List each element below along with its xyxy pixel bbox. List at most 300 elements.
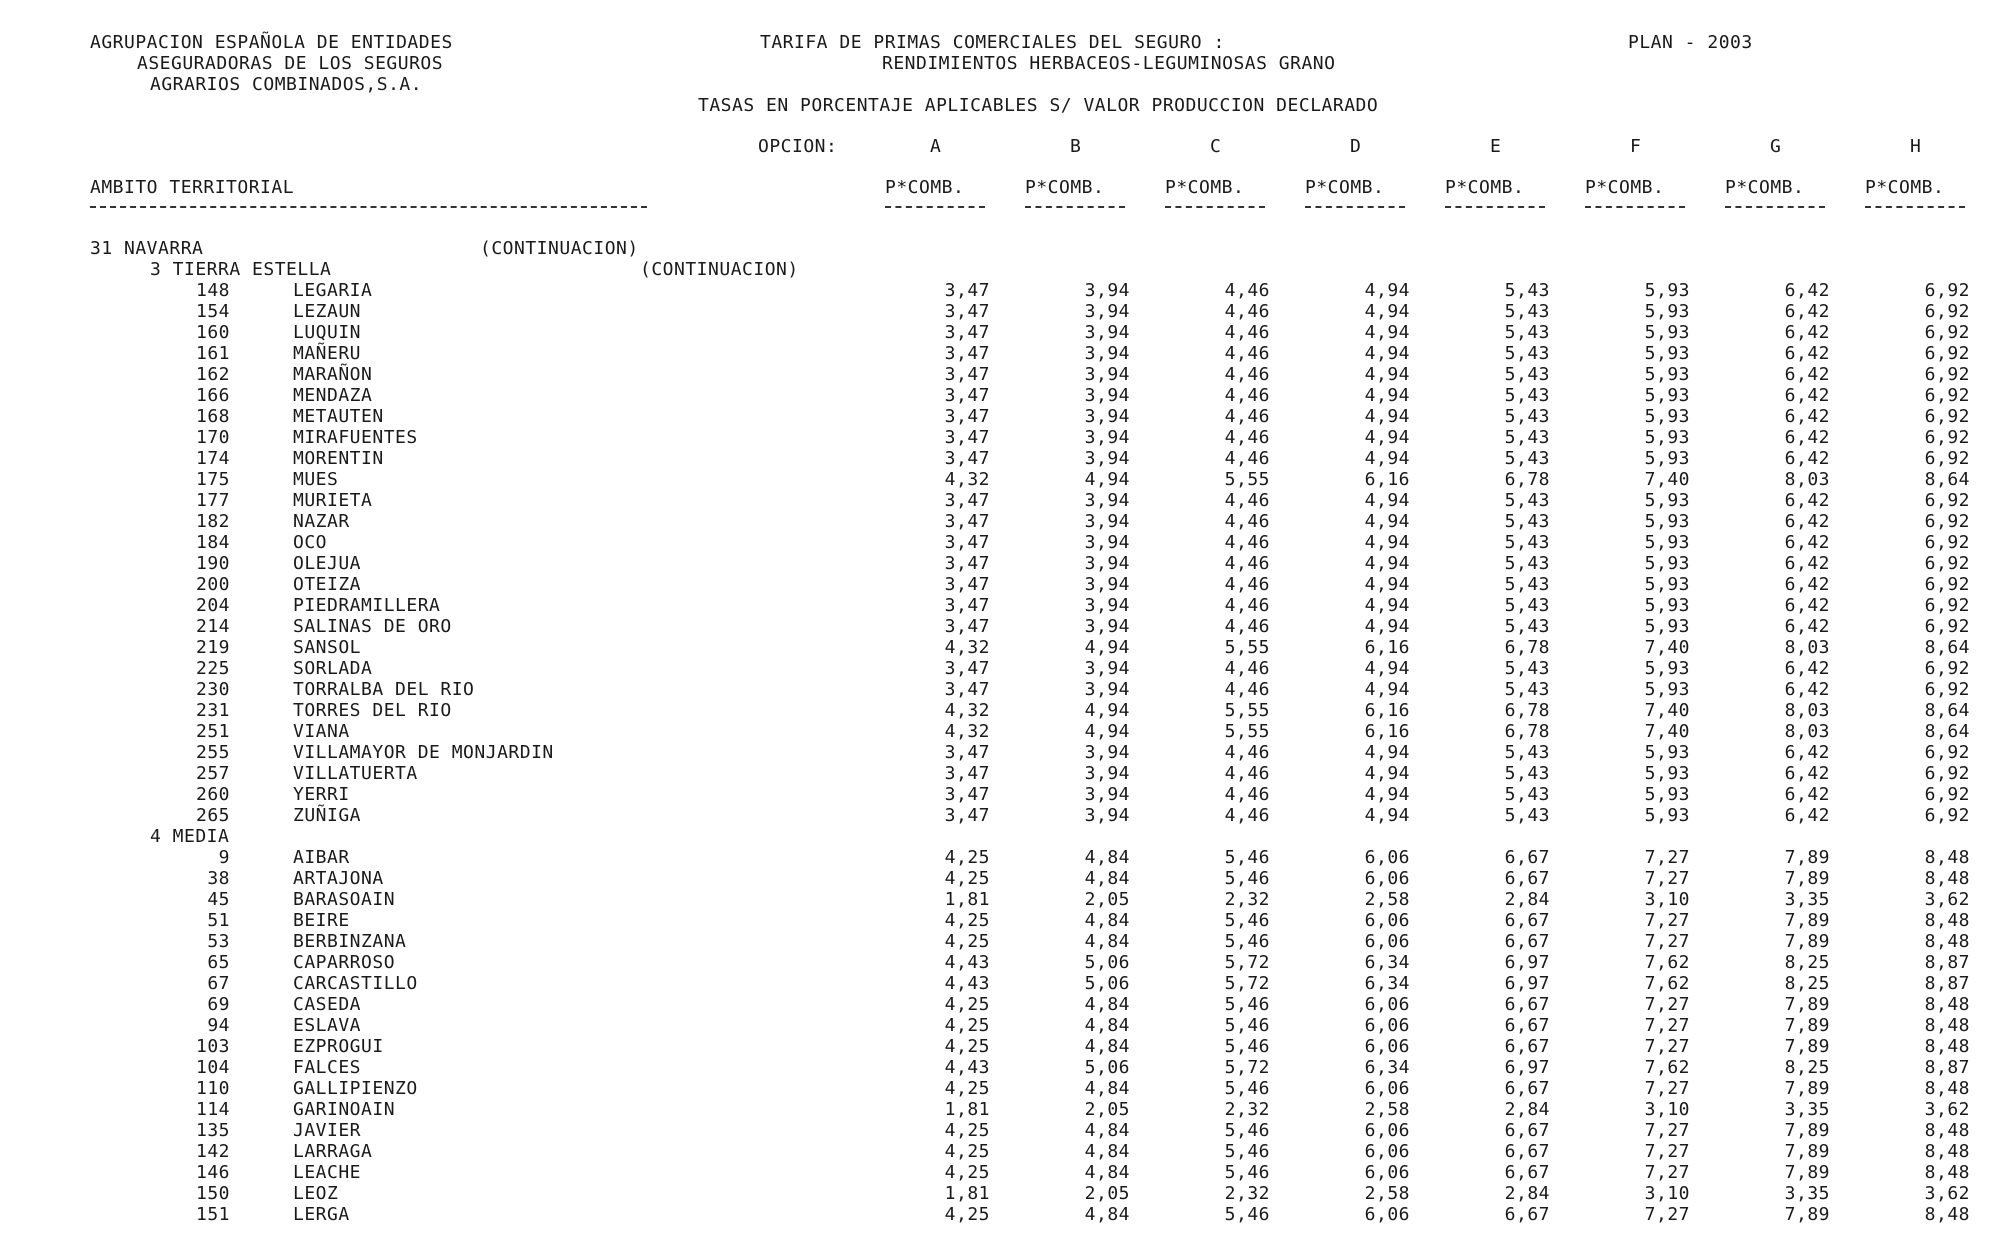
column-underline-g [1725,206,1825,208]
rate-value-c: 5,46 [1224,910,1270,931]
rate-value-c: 5,55 [1224,721,1270,742]
rate-value-e: 5,43 [1504,553,1550,574]
rate-value-b: 5,06 [1084,1057,1130,1078]
table-row [0,1204,2000,1225]
rate-value-a: 1,81 [944,889,990,910]
rate-value-b: 3,94 [1084,658,1130,679]
rate-value-d: 4,94 [1364,364,1410,385]
rate-value-e: 6,67 [1504,1141,1550,1162]
municipality-name: VILLAMAYOR DE MONJARDIN [293,742,554,763]
rate-value-b: 4,94 [1084,721,1130,742]
municipality-code: 257 [195,763,230,784]
rate-value-c: 5,46 [1224,1015,1270,1036]
rate-value-a: 4,25 [944,994,990,1015]
rate-value-e: 5,43 [1504,658,1550,679]
rate-value-a: 3,47 [944,805,990,826]
municipality-name: OCO [293,532,328,553]
rate-value-h: 3,62 [1924,1099,1970,1120]
rate-value-c: 4,46 [1224,427,1270,448]
rate-value-d: 6,16 [1364,637,1410,658]
table-row [0,910,2000,931]
rate-value-d: 4,94 [1364,406,1410,427]
rate-value-c: 5,46 [1224,1141,1270,1162]
rate-value-g: 7,89 [1784,910,1830,931]
rate-value-a: 3,47 [944,427,990,448]
rate-value-e: 5,43 [1504,616,1550,637]
rate-value-e: 6,97 [1504,952,1550,973]
rate-value-h: 6,92 [1924,406,1970,427]
table-row [0,511,2000,532]
municipality-name: MIRAFUENTES [293,427,418,448]
rate-value-f: 5,93 [1644,805,1690,826]
municipality-code: 161 [195,343,230,364]
rate-value-d: 4,94 [1364,490,1410,511]
rate-value-f: 5,93 [1644,679,1690,700]
rate-value-b: 4,84 [1084,1120,1130,1141]
rate-value-h: 8,48 [1924,910,1970,931]
rate-value-h: 8,64 [1924,721,1970,742]
ambito-underline [90,206,647,208]
rate-value-h: 6,92 [1924,532,1970,553]
municipality-code: 166 [195,385,230,406]
rate-value-e: 5,43 [1504,490,1550,511]
rate-value-b: 3,94 [1084,805,1130,826]
rate-value-c: 4,46 [1224,385,1270,406]
rate-value-h: 6,92 [1924,553,1970,574]
rate-value-d: 4,94 [1364,553,1410,574]
rate-value-e: 6,78 [1504,721,1550,742]
rate-value-g: 7,89 [1784,1141,1830,1162]
municipality-code: 69 [207,994,230,1015]
municipality-name: MARAÑON [293,364,373,385]
rate-value-e: 5,43 [1504,448,1550,469]
table-row [0,385,2000,406]
ambito-territorial-label: AMBITO TERRITORIAL [90,177,295,198]
rate-value-a: 4,43 [944,1057,990,1078]
rate-value-f: 5,93 [1644,385,1690,406]
table-row [0,784,2000,805]
table-row [0,952,2000,973]
rate-value-d: 6,06 [1364,847,1410,868]
table-row [0,280,2000,301]
municipality-code: 162 [195,364,230,385]
rate-value-c: 4,46 [1224,595,1270,616]
rate-value-a: 1,81 [944,1099,990,1120]
column-header-e: P*COMB. [1445,177,1525,198]
rate-value-g: 3,35 [1784,1183,1830,1204]
table-row [0,889,2000,910]
opcion-label: OPCION: [758,136,838,157]
rate-value-b: 4,84 [1084,910,1130,931]
rate-value-b: 2,05 [1084,1099,1130,1120]
rate-value-c: 4,46 [1224,742,1270,763]
rate-value-h: 8,48 [1924,1036,1970,1057]
rate-value-e: 6,78 [1504,700,1550,721]
table-row [0,679,2000,700]
municipality-name: YERRI [293,784,350,805]
column-underline-h [1865,206,1965,208]
rate-value-f: 7,27 [1644,1036,1690,1057]
rate-value-h: 8,87 [1924,973,1970,994]
rate-value-d: 4,94 [1364,301,1410,322]
rate-value-f: 5,93 [1644,448,1690,469]
rate-value-f: 5,93 [1644,532,1690,553]
rate-value-h: 6,92 [1924,574,1970,595]
rate-value-c: 5,46 [1224,1204,1270,1225]
rate-value-c: 5,46 [1224,847,1270,868]
municipality-code: 67 [207,973,230,994]
rate-value-a: 4,25 [944,1036,990,1057]
municipality-name: CARCASTILLO [293,973,418,994]
rate-value-c: 2,32 [1224,1183,1270,1204]
rate-value-a: 3,47 [944,490,990,511]
rate-value-a: 4,25 [944,868,990,889]
rate-value-b: 4,84 [1084,931,1130,952]
rate-value-a: 4,43 [944,973,990,994]
municipality-code: 160 [195,322,230,343]
table-row [0,973,2000,994]
rate-value-e: 6,67 [1504,1078,1550,1099]
rate-value-d: 2,58 [1364,889,1410,910]
municipality-name: VILLATUERTA [293,763,418,784]
municipality-name: NAZAR [293,511,350,532]
rate-value-h: 6,92 [1924,385,1970,406]
rate-value-h: 3,62 [1924,889,1970,910]
table-row [0,595,2000,616]
rate-value-e: 2,84 [1504,1183,1550,1204]
table-row [0,448,2000,469]
rate-value-f: 5,93 [1644,763,1690,784]
rate-value-c: 2,32 [1224,889,1270,910]
table-row [0,994,2000,1015]
rate-value-b: 3,94 [1084,532,1130,553]
rate-value-g: 6,42 [1784,448,1830,469]
table-row [0,1141,2000,1162]
rate-value-c: 5,55 [1224,469,1270,490]
rate-value-b: 3,94 [1084,679,1130,700]
rate-value-e: 5,43 [1504,280,1550,301]
table-row [0,1078,2000,1099]
option-letter-c: C [1210,136,1222,157]
rate-value-c: 4,46 [1224,616,1270,637]
municipality-name: MUES [293,469,339,490]
municipality-name: LARRAGA [293,1141,373,1162]
rate-value-d: 4,94 [1364,679,1410,700]
rate-value-h: 3,62 [1924,1183,1970,1204]
rate-value-c: 4,46 [1224,532,1270,553]
municipality-name: MAÑERU [293,343,362,364]
rate-value-d: 2,58 [1364,1183,1410,1204]
municipality-code: 94 [207,1015,230,1036]
rate-value-c: 4,46 [1224,406,1270,427]
rate-value-h: 6,92 [1924,343,1970,364]
rate-value-d: 6,06 [1364,1036,1410,1057]
rate-value-g: 6,42 [1784,280,1830,301]
table-row [0,1015,2000,1036]
rate-value-f: 7,62 [1644,1057,1690,1078]
rate-value-h: 8,64 [1924,469,1970,490]
municipality-code: 214 [195,616,230,637]
rate-value-h: 6,92 [1924,511,1970,532]
rate-value-a: 3,47 [944,553,990,574]
rate-value-e: 6,67 [1504,994,1550,1015]
rate-value-e: 6,67 [1504,868,1550,889]
municipality-code: 182 [195,511,230,532]
rate-value-d: 6,16 [1364,469,1410,490]
rate-value-b: 3,94 [1084,406,1130,427]
rate-value-d: 6,06 [1364,994,1410,1015]
rate-value-g: 7,89 [1784,994,1830,1015]
rate-value-d: 6,34 [1364,952,1410,973]
rate-value-d: 4,94 [1364,532,1410,553]
rate-value-f: 5,93 [1644,784,1690,805]
rate-value-g: 8,25 [1784,952,1830,973]
rate-value-b: 3,94 [1084,448,1130,469]
rate-value-g: 7,89 [1784,1204,1830,1225]
municipality-name: SALINAS DE ORO [293,616,452,637]
rate-value-d: 6,06 [1364,1120,1410,1141]
rate-value-a: 3,47 [944,742,990,763]
rate-value-d: 6,06 [1364,1204,1410,1225]
column-header-c: P*COMB. [1165,177,1245,198]
municipality-code: 51 [207,910,230,931]
rate-value-c: 5,46 [1224,1078,1270,1099]
municipality-name: MENDAZA [293,385,373,406]
rate-value-c: 4,46 [1224,574,1270,595]
municipality-name: ESLAVA [293,1015,362,1036]
municipality-name: SORLADA [293,658,373,679]
option-letter-a: A [930,136,942,157]
rate-value-d: 6,06 [1364,1141,1410,1162]
rate-value-b: 3,94 [1084,784,1130,805]
municipality-name: LEOZ [293,1183,339,1204]
rate-value-f: 7,27 [1644,1141,1690,1162]
municipality-code: 260 [195,784,230,805]
rate-value-a: 3,47 [944,679,990,700]
rate-value-d: 4,94 [1364,784,1410,805]
rate-value-f: 7,27 [1644,1078,1690,1099]
table-row [0,616,2000,637]
rate-value-e: 6,67 [1504,1162,1550,1183]
rate-value-c: 5,46 [1224,1120,1270,1141]
rate-value-g: 8,03 [1784,637,1830,658]
rate-value-h: 8,48 [1924,868,1970,889]
rate-value-d: 4,94 [1364,280,1410,301]
rate-value-a: 3,47 [944,364,990,385]
rate-value-d: 4,94 [1364,658,1410,679]
rate-value-f: 3,10 [1644,1099,1690,1120]
rate-value-b: 3,94 [1084,595,1130,616]
column-header-g: P*COMB. [1725,177,1805,198]
rate-value-c: 4,46 [1224,763,1270,784]
municipality-name: MORENTIN [293,448,384,469]
rate-value-c: 4,46 [1224,490,1270,511]
table-row [0,427,2000,448]
municipality-name: LUQUIN [293,322,362,343]
rate-value-f: 7,27 [1644,931,1690,952]
comarca-tierra-estella-label: 3 TIERRA ESTELLA [150,259,332,280]
table-row [0,553,2000,574]
rate-value-a: 4,43 [944,952,990,973]
rate-value-c: 5,72 [1224,952,1270,973]
rate-value-a: 3,47 [944,448,990,469]
rate-value-c: 5,72 [1224,1057,1270,1078]
table-row [0,301,2000,322]
rate-value-g: 7,89 [1784,931,1830,952]
rate-value-e: 6,67 [1504,1036,1550,1057]
rate-value-c: 4,46 [1224,679,1270,700]
rate-value-f: 7,40 [1644,700,1690,721]
rate-value-g: 8,03 [1784,469,1830,490]
rate-value-f: 5,93 [1644,343,1690,364]
rate-value-f: 7,27 [1644,1015,1690,1036]
rate-value-h: 6,92 [1924,490,1970,511]
rate-value-e: 6,97 [1504,1057,1550,1078]
municipality-name: SANSOL [293,637,362,658]
municipality-code: 177 [195,490,230,511]
rate-value-e: 5,43 [1504,406,1550,427]
rate-value-b: 2,05 [1084,889,1130,910]
rate-value-a: 3,47 [944,616,990,637]
municipality-code: 190 [195,553,230,574]
rate-value-a: 4,25 [944,1162,990,1183]
rate-value-e: 6,67 [1504,1120,1550,1141]
table-row [0,658,2000,679]
rate-value-h: 8,48 [1924,1120,1970,1141]
rate-value-c: 4,46 [1224,280,1270,301]
rate-value-h: 6,92 [1924,658,1970,679]
rate-value-e: 6,67 [1504,847,1550,868]
rate-value-b: 3,94 [1084,280,1130,301]
rate-value-f: 7,62 [1644,973,1690,994]
rate-value-f: 5,93 [1644,595,1690,616]
municipality-name: AIBAR [293,847,350,868]
rate-value-f: 5,93 [1644,427,1690,448]
plan-label: PLAN - 2003 [1628,32,1753,53]
rate-value-a: 3,47 [944,322,990,343]
rate-value-a: 4,25 [944,931,990,952]
rate-value-e: 5,43 [1504,511,1550,532]
municipality-name: EZPROGUI [293,1036,384,1057]
rate-value-g: 7,89 [1784,1036,1830,1057]
rate-value-b: 4,84 [1084,847,1130,868]
rate-value-b: 4,84 [1084,1162,1130,1183]
rate-value-e: 5,43 [1504,595,1550,616]
municipality-name: LEACHE [293,1162,362,1183]
rate-value-a: 4,25 [944,1204,990,1225]
municipality-code: 114 [195,1099,230,1120]
rate-value-b: 3,94 [1084,343,1130,364]
column-header-b: P*COMB. [1025,177,1105,198]
rate-value-a: 4,25 [944,1141,990,1162]
municipality-name: BERBINZANA [293,931,407,952]
rate-value-d: 4,94 [1364,805,1410,826]
rate-value-e: 5,43 [1504,427,1550,448]
rate-value-c: 5,46 [1224,868,1270,889]
rate-value-h: 8,48 [1924,1162,1970,1183]
option-letter-g: G [1770,136,1782,157]
column-underline-e [1445,206,1545,208]
rate-value-d: 6,06 [1364,931,1410,952]
rate-value-c: 4,46 [1224,553,1270,574]
rate-value-a: 3,47 [944,595,990,616]
rate-value-g: 7,89 [1784,1015,1830,1036]
table-row [0,469,2000,490]
rate-value-e: 5,43 [1504,301,1550,322]
comarca-continuation: (CONTINUACION) [640,259,799,280]
rate-value-h: 8,48 [1924,1141,1970,1162]
table-row [0,574,2000,595]
rate-value-a: 3,47 [944,406,990,427]
municipality-name: CASEDA [293,994,362,1015]
municipality-code: 265 [195,805,230,826]
rate-value-c: 5,55 [1224,637,1270,658]
rate-value-d: 6,06 [1364,1162,1410,1183]
rate-value-h: 8,87 [1924,1057,1970,1078]
rate-value-e: 2,84 [1504,1099,1550,1120]
rate-value-g: 6,42 [1784,616,1830,637]
rate-value-h: 6,92 [1924,427,1970,448]
municipality-code: 146 [195,1162,230,1183]
rate-value-e: 5,43 [1504,763,1550,784]
rate-value-a: 4,25 [944,910,990,931]
rate-value-g: 6,42 [1784,658,1830,679]
rate-value-f: 7,27 [1644,868,1690,889]
rate-value-f: 5,93 [1644,616,1690,637]
municipality-code: 151 [195,1204,230,1225]
table-row [0,700,2000,721]
rate-value-h: 6,92 [1924,763,1970,784]
rate-value-g: 6,42 [1784,490,1830,511]
rate-value-c: 4,46 [1224,784,1270,805]
rate-value-g: 8,03 [1784,721,1830,742]
table-row [0,532,2000,553]
table-row [0,805,2000,826]
rate-value-a: 3,47 [944,343,990,364]
table-row [0,364,2000,385]
municipality-name: METAUTEN [293,406,384,427]
municipality-code: 150 [195,1183,230,1204]
municipality-name: LEGARIA [293,280,373,301]
rate-value-b: 4,84 [1084,1036,1130,1057]
municipality-name: MURIETA [293,490,373,511]
rate-value-a: 4,25 [944,847,990,868]
municipality-code: 200 [195,574,230,595]
tariff-subtitle: RENDIMIENTOS HERBACEOS-LEGUMINOSAS GRANO [882,53,1336,74]
rate-value-b: 3,94 [1084,763,1130,784]
rate-value-f: 5,93 [1644,280,1690,301]
municipality-code: 230 [195,679,230,700]
municipality-name: GALLIPIENZO [293,1078,418,1099]
rate-value-b: 3,94 [1084,364,1130,385]
rate-value-g: 6,42 [1784,427,1830,448]
rate-value-f: 5,93 [1644,490,1690,511]
rate-value-g: 6,42 [1784,763,1830,784]
rate-value-f: 5,93 [1644,301,1690,322]
rate-value-h: 6,92 [1924,595,1970,616]
municipality-name: OTEIZA [293,574,362,595]
rate-value-d: 6,06 [1364,868,1410,889]
rate-value-d: 2,58 [1364,1099,1410,1120]
rate-value-d: 4,94 [1364,385,1410,406]
table-row [0,721,2000,742]
table-row [0,406,2000,427]
rate-value-b: 5,06 [1084,952,1130,973]
municipality-name: GARINOAIN [293,1099,396,1120]
rate-value-c: 2,32 [1224,1099,1270,1120]
rate-value-b: 3,94 [1084,616,1130,637]
rate-value-h: 6,92 [1924,280,1970,301]
